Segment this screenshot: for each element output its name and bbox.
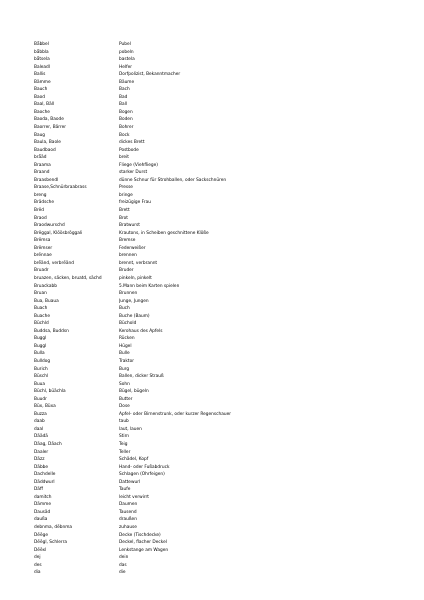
table-row: [34, 71, 394, 79]
dialect-word: des: [34, 562, 42, 568]
table-row: [34, 177, 394, 185]
dialect-word: Buggl: [34, 336, 47, 342]
german-translation: Bratwurst: [119, 223, 140, 229]
table-row: [34, 569, 394, 577]
table-row: [34, 411, 394, 419]
dialect-word: Bruadr: [34, 268, 49, 274]
dialect-word: Brëggal, Klöösbröggali: [34, 230, 83, 236]
table-row: [34, 49, 394, 57]
dialect-word: Daaler: [34, 449, 49, 455]
table-row: [34, 328, 394, 336]
dialect-word: Braodwurschd: [34, 223, 65, 229]
german-translation: Bäume: [119, 79, 135, 85]
table-row: [34, 441, 394, 449]
german-translation: Deckel, flacher Deckel: [119, 540, 167, 546]
table-row: [34, 79, 394, 87]
dialect-word: Bämme: [34, 79, 51, 85]
dialect-word: deb̈nma, dëb̈nma: [34, 525, 73, 530]
dialect-word: Däag, Däach: [34, 441, 62, 447]
dialect-word: Bulla: [34, 351, 45, 357]
table-row: [34, 184, 394, 192]
dialect-word: brä̈äd: [34, 155, 47, 161]
german-translation: Bad: [119, 94, 128, 100]
german-translation: bringe: [119, 192, 133, 198]
german-translation: Bogen: [119, 109, 133, 115]
german-translation: Butter: [119, 396, 133, 402]
dialect-word: daab: [34, 419, 45, 425]
table-row: [34, 403, 394, 411]
table-row: [34, 418, 394, 426]
german-translation: Bügel, bügeln: [119, 389, 149, 395]
german-translation: Daumen: [119, 502, 138, 508]
table-row: [34, 267, 394, 275]
dialect-word: Baod: [34, 94, 45, 100]
table-row: [34, 313, 394, 321]
dialect-word: dej: [34, 555, 41, 561]
dialect-word: Baorrer, Bärrer: [34, 125, 67, 131]
dialect-word: Buua: [34, 381, 46, 387]
german-translation: Büchold: [119, 321, 137, 327]
dialect-word: Braasbendl: [34, 177, 59, 183]
table-row: [34, 516, 394, 524]
german-translation: Schädel, Kopf: [119, 457, 149, 463]
table-row: [34, 479, 394, 487]
dialect-word: Däbbe: [34, 464, 49, 470]
german-translation: Dattewurl: [119, 479, 141, 485]
table-row: [34, 275, 394, 283]
table-row: [34, 509, 394, 517]
table-row: [34, 562, 394, 570]
german-translation: Pubel: [119, 42, 131, 47]
dialect-word: Bä̈bbel: [34, 42, 49, 47]
german-translation: taub: [119, 419, 129, 425]
dialect-word: Bua, Buaua: [34, 298, 59, 304]
dialect-word: Buache: [34, 313, 51, 319]
table-row: [34, 162, 394, 170]
dialect-word: bruazen, säcken, bruatd, sächd: [34, 275, 102, 281]
dialect-word: Dëëxl: [34, 547, 47, 553]
dialect-word: Braase,Schnürbraabrass: [34, 185, 87, 191]
german-translation: breit: [119, 155, 129, 161]
dialect-word: Ballis: [34, 72, 46, 78]
table-row: [34, 335, 394, 343]
german-translation: das: [119, 562, 127, 568]
dialect-word: Dausäd: [34, 509, 51, 515]
dialect-word: Baula, Baole: [34, 140, 61, 146]
german-translation: Bock: [119, 132, 130, 138]
table-row: [34, 532, 394, 540]
table-row: [34, 230, 394, 238]
table-row: [34, 109, 394, 117]
german-translation: brennt, verbrannt: [119, 260, 158, 266]
table-row: [34, 41, 394, 49]
german-translation: Schlagen (Ohrfeigen): [119, 472, 165, 478]
german-translation: Burg: [119, 366, 130, 372]
table-row: [34, 539, 394, 547]
dialect-word: breng: [34, 192, 47, 198]
table-row: [34, 456, 394, 464]
dialect-word: daußa: [34, 517, 48, 523]
dialect-word: Brëmser: [34, 245, 53, 251]
german-translation: Presse: [119, 185, 133, 191]
dialect-word: Büschl: [34, 374, 49, 380]
table-row: [34, 501, 394, 509]
dialect-word: Bruackabb: [34, 283, 57, 289]
table-row: [34, 426, 394, 434]
german-translation: Dose: [119, 404, 130, 410]
table-row: [34, 358, 394, 366]
dialect-word: Dachdelle: [34, 472, 56, 478]
table-row: [34, 464, 394, 472]
german-translation: draußen: [119, 517, 137, 523]
table-row: [34, 222, 394, 230]
table-row: [34, 252, 394, 260]
german-translation: die: [119, 570, 126, 576]
table-row: [34, 486, 394, 494]
table-row: [34, 494, 394, 502]
german-translation: leicht verwirrt: [119, 494, 149, 500]
german-translation: freizügige Frau: [119, 200, 151, 206]
table-row: [34, 139, 394, 147]
table-row: [34, 260, 394, 268]
table-row: [34, 192, 394, 200]
dialect-word: Däddwurl: [34, 479, 55, 485]
dialect-word: Dämme: [34, 502, 51, 508]
dialect-word: Dëëgl, Schlerra: [34, 540, 67, 546]
german-translation: Fliege (Viehfliege): [119, 162, 158, 168]
table-row: [34, 290, 394, 298]
table-row: [34, 320, 394, 328]
german-translation: Teller: [119, 449, 131, 455]
german-translation: Bremse: [119, 238, 136, 244]
german-translation: Sohn: [119, 381, 130, 387]
german-translation: dünne Schnur für Strohballen, oder Sackschnüren: [119, 177, 227, 183]
german-translation: Apfel- oder Birnenstrunk, oder kurzer Regenschauer: [119, 411, 231, 417]
table-row: [34, 343, 394, 351]
german-translation: Federweißer: [119, 245, 146, 251]
dialect-word: Büchl, büächla: [34, 389, 66, 395]
table-row: [34, 449, 394, 457]
dialect-word: damitch: [34, 494, 52, 500]
dialect-word: Däff: [34, 487, 43, 493]
german-translation: Bulle: [119, 351, 130, 357]
german-translation: dein: [119, 555, 129, 561]
german-translation: Dorfpolizist, Bekanntmacher: [119, 72, 181, 78]
german-translation: pinkeln, pinkelt: [119, 275, 152, 281]
table-row: [34, 350, 394, 358]
table-row: [34, 298, 394, 306]
dialect-word: Dëëge: [34, 532, 48, 538]
german-translation: Brunnen: [119, 291, 138, 297]
dialect-word: Brëmsa: [34, 238, 51, 244]
german-translation: zuhause: [119, 525, 137, 530]
german-translation: Lenkstange am Wagen: [119, 547, 169, 553]
table-row: [34, 169, 394, 177]
table-row: [34, 124, 394, 132]
dialect-word: Däädä: [34, 434, 48, 440]
dialect-word: Brädsche: [34, 200, 55, 206]
table-row: [34, 199, 394, 207]
dialect-word: Buudr: [34, 396, 47, 402]
german-translation: bastela: [119, 57, 135, 63]
dialect-word: daal: [34, 426, 44, 432]
dialect-word: Burich: [34, 366, 48, 372]
table-row: [34, 116, 394, 124]
dialect-word: Baal, Bäll: [34, 102, 55, 108]
dialect-word: Büx, Büxa: [34, 404, 56, 410]
dialect-word: bä̈bbla: [34, 49, 49, 55]
german-translation: Tausend: [119, 509, 137, 515]
german-translation: Buch: [119, 306, 130, 312]
german-translation: laut, lauen: [119, 426, 142, 432]
table-row: [34, 101, 394, 109]
dialect-word: brënnae: [34, 253, 52, 259]
german-translation: Rücken: [119, 336, 135, 342]
table-row: [34, 245, 394, 253]
table-row: [34, 396, 394, 404]
german-translation: Boden: [119, 117, 133, 123]
german-translation: Bach: [119, 87, 130, 93]
dialect-word: Buzza: [34, 411, 47, 417]
table-row: [34, 64, 394, 72]
dialect-word: Baug: [34, 132, 46, 138]
dialect-word: Baoda, Baode: [34, 117, 64, 123]
german-translation: Stirn: [119, 434, 130, 440]
german-translation: pobeln: [119, 49, 134, 55]
table-row: [34, 283, 394, 291]
dialect-word: Braod: [34, 215, 47, 221]
german-translation: Hügel: [119, 343, 132, 349]
table-row: [34, 471, 394, 479]
dialect-word: Buggl: [34, 343, 47, 349]
table-row: [34, 366, 394, 374]
dialect-word: Däzz: [34, 457, 45, 463]
german-translation: Buche (Baum): [119, 313, 150, 319]
german-translation: Decke (Tischdecke): [119, 532, 161, 538]
german-translation: brennen: [119, 253, 137, 259]
german-translation: Hand- oder Fußabdruck: [119, 464, 170, 470]
dialect-word: Buach: [34, 306, 48, 312]
german-translation: dickes Brett: [119, 140, 145, 146]
german-translation: starker Durst: [119, 170, 148, 176]
table-row: [34, 381, 394, 389]
dialect-word: bä̈tsela: [34, 57, 50, 63]
table-row: [34, 433, 394, 441]
dialect-word: Brëd: [34, 208, 44, 214]
german-translation: Brot: [119, 215, 128, 221]
dialect-word: Bruan: [34, 291, 47, 297]
table-row: [34, 56, 394, 64]
german-translation: Taufe: [119, 487, 131, 493]
german-translation: Traktor: [119, 358, 134, 364]
table-row: [34, 207, 394, 215]
german-translation: Helfer: [119, 64, 132, 70]
table-row: [34, 373, 394, 381]
german-translation: Postbode: [119, 147, 139, 153]
german-translation: Ball: [119, 102, 127, 108]
word-list: [34, 41, 394, 577]
table-row: [34, 305, 394, 313]
dialect-word: Braama: [34, 162, 51, 168]
table-row: [34, 132, 394, 140]
dialect-word: Baudbaod: [34, 147, 56, 153]
dialect-word: Baleadl: [34, 64, 50, 70]
table-row: [34, 524, 394, 532]
german-translation: Teig: [119, 441, 128, 447]
table-row: [34, 554, 394, 562]
table-row: [34, 86, 394, 94]
table-row: [34, 147, 394, 155]
table-row: [34, 547, 394, 555]
dialect-word: Büchld: [34, 321, 49, 327]
dialect-word: brë̈änd, verbrëänd: [34, 260, 74, 266]
table-row: [34, 237, 394, 245]
dialect-word: dia: [34, 570, 41, 576]
dialect-word: Bulldog: [34, 358, 51, 364]
german-translation: Bruder: [119, 268, 134, 274]
table-row: [34, 94, 394, 102]
german-translation: Kerohaus des Apfels: [119, 328, 163, 334]
table-row: [34, 154, 394, 162]
dialect-word: Buddsa, Buddsn: [34, 328, 69, 334]
table-row: [34, 215, 394, 223]
dialect-word: Braand: [34, 170, 50, 176]
german-translation: Krautons, in Scheiben geschnittene Klöße: [119, 230, 209, 236]
dialect-word: Bauch: [34, 87, 48, 93]
dialect-word: Baoche: [34, 109, 50, 115]
german-translation: Bohrer: [119, 125, 134, 131]
table-row: [34, 388, 394, 396]
german-translation: Ballen, dicker Strauß: [119, 374, 164, 380]
german-translation: Junge, Jungen: [119, 298, 149, 304]
german-translation: 5.Mann beim Karten spielen: [119, 283, 180, 289]
german-translation: Brett: [119, 208, 130, 214]
